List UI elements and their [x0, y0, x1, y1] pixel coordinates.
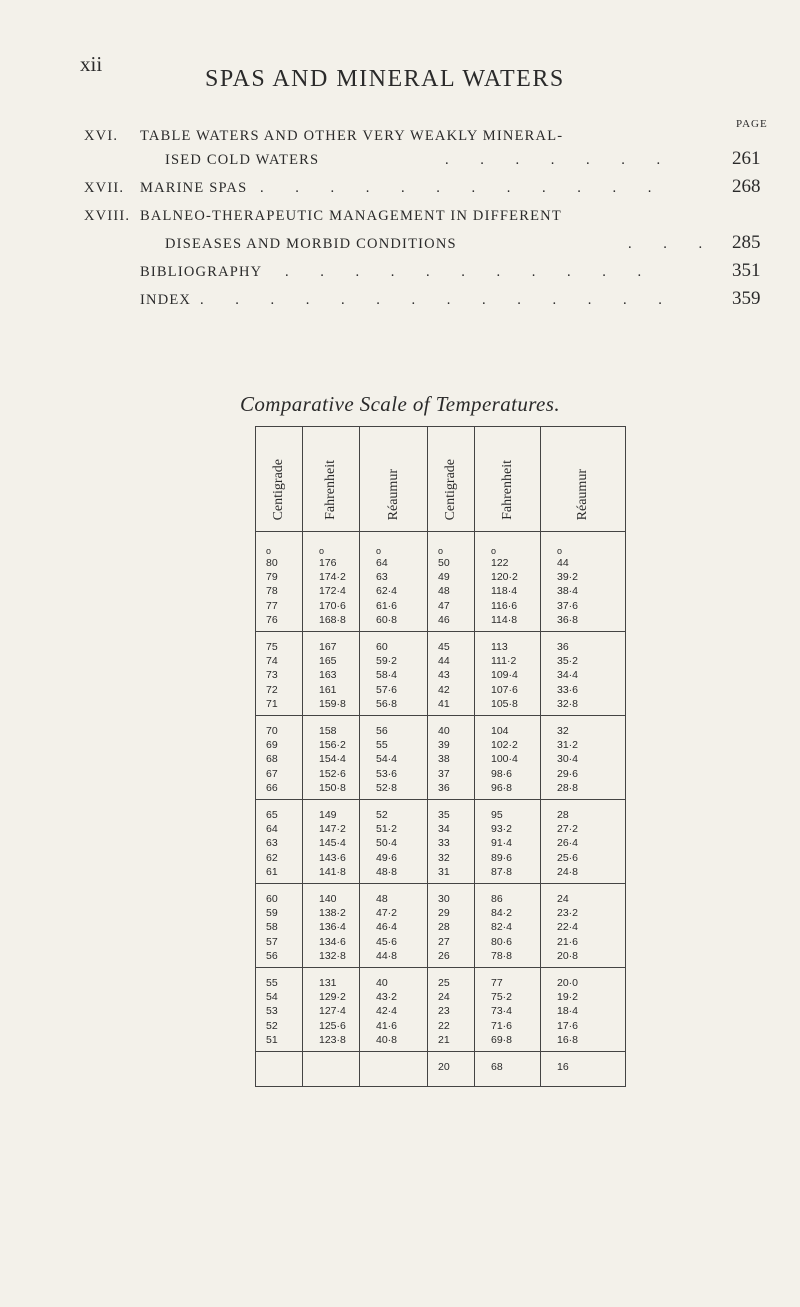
- table-row: [256, 584, 626, 598]
- table-cell: 58·4: [360, 668, 428, 682]
- table-cell: 149: [303, 800, 360, 823]
- table-cell: 31·2: [541, 738, 626, 752]
- table-cell: 35·2: [541, 654, 626, 668]
- table-cell: 165: [303, 654, 360, 668]
- leader-dots: . . . . . . . . . . . . . .: [200, 292, 676, 308]
- table-cell: 111·2: [475, 654, 541, 668]
- table-cell: 34·4: [541, 668, 626, 682]
- table-cell: 63: [256, 836, 303, 850]
- table-cell: 32: [428, 851, 475, 865]
- degree-sign: o: [475, 532, 541, 557]
- toc-entry-page: 285: [732, 232, 761, 253]
- leader-dots: . . . . . . . . . . . .: [260, 180, 666, 196]
- table-cell: 33·6: [541, 683, 626, 697]
- table-cell: 26·4: [541, 836, 626, 850]
- table-row: [256, 1052, 626, 1087]
- table-cell: 143·6: [303, 851, 360, 865]
- table-cell: 34: [428, 822, 475, 836]
- table-cell: 59: [256, 906, 303, 920]
- table-cell: 150·8: [303, 781, 360, 800]
- table-cell: 167: [303, 632, 360, 655]
- table-cell: 36·8: [541, 613, 626, 632]
- table-cell: 82·4: [475, 920, 541, 934]
- table-cell: 152·6: [303, 767, 360, 781]
- toc-entry-title: INDEX: [140, 292, 192, 308]
- table-cell: 36: [541, 632, 626, 655]
- table-cell: [360, 1052, 428, 1087]
- table-row: [256, 752, 626, 766]
- table-cell: 31: [428, 865, 475, 884]
- table-cell: 174·2: [303, 570, 360, 584]
- table-cell: 16: [541, 1052, 626, 1087]
- table-cell: 158: [303, 716, 360, 739]
- table-cell: 39·2: [541, 570, 626, 584]
- table-row: [256, 738, 626, 752]
- table-cell: 16·8: [541, 1033, 626, 1052]
- table-cell: 71·6: [475, 1019, 541, 1033]
- table-cell: 57·6: [360, 683, 428, 697]
- table-cell: 24·8: [541, 865, 626, 884]
- temperature-scale-table: [255, 426, 626, 1087]
- table-cell: 55: [256, 968, 303, 991]
- table-cell: 96·8: [475, 781, 541, 800]
- table-title: Comparative Scale of Temperatures.: [239, 392, 561, 416]
- table-cell: 55: [360, 738, 428, 752]
- table-cell: 17·6: [541, 1019, 626, 1033]
- table-cell: 21: [428, 1033, 475, 1052]
- table-cell: 58: [256, 920, 303, 934]
- table-cell: 44·8: [360, 949, 428, 968]
- table-cell: 30: [428, 884, 475, 907]
- table-cell: 42: [428, 683, 475, 697]
- table-cell: 43·2: [360, 990, 428, 1004]
- table-cell: 141·8: [303, 865, 360, 884]
- table-cell: 30·4: [541, 752, 626, 766]
- table-cell: 23·2: [541, 906, 626, 920]
- table-cell: 53·6: [360, 767, 428, 781]
- table-cell: 95: [475, 800, 541, 823]
- table-cell: 32·8: [541, 697, 626, 716]
- table-cell: 140: [303, 884, 360, 907]
- table-cell: 56: [360, 716, 428, 739]
- table-cell: 48: [360, 884, 428, 907]
- table-cell: 60·8: [360, 613, 428, 632]
- table-cell: 46: [428, 613, 475, 632]
- table-row: [256, 613, 626, 632]
- toc-entry-title-line2: DISEASES AND MORBID CONDITIONS: [165, 236, 457, 252]
- table-cell: 176: [303, 556, 360, 570]
- table-cell: 56: [256, 949, 303, 968]
- table-cell: 52·8: [360, 781, 428, 800]
- table-row: [256, 556, 626, 570]
- table-cell: 45: [428, 632, 475, 655]
- table-cell: 63: [360, 570, 428, 584]
- table-cell: 41: [428, 697, 475, 716]
- table-cell: 53: [256, 1004, 303, 1018]
- table-cell: 116·6: [475, 599, 541, 613]
- table-cell: 27·2: [541, 822, 626, 836]
- toc-entry-title: BIBLIOGRAPHY: [140, 264, 263, 280]
- table-cell: 73: [256, 668, 303, 682]
- table-cell: 28·8: [541, 781, 626, 800]
- table-row: [256, 697, 626, 716]
- table-cell: 78·8: [475, 949, 541, 968]
- running-head: SPAS AND MINERAL WATERS: [205, 66, 565, 92]
- table-cell: 132·8: [303, 949, 360, 968]
- table-cell: 28: [541, 800, 626, 823]
- table-row: [256, 865, 626, 884]
- table-row: [256, 800, 626, 823]
- table-row: [256, 920, 626, 934]
- table-of-contents: [0, 0, 800, 400]
- table-row: [256, 599, 626, 613]
- page-number: xii: [80, 52, 103, 76]
- table-cell: 49·6: [360, 851, 428, 865]
- table-cell: 25: [428, 968, 475, 991]
- table-cell: 86: [475, 884, 541, 907]
- table-row: [256, 836, 626, 850]
- table-cell: 46·4: [360, 920, 428, 934]
- table-row: [256, 570, 626, 584]
- table-cell: 125·6: [303, 1019, 360, 1033]
- table-cell: 98·6: [475, 767, 541, 781]
- table-cell: 120·2: [475, 570, 541, 584]
- table-cell: 118·4: [475, 584, 541, 598]
- table-cell: 84·2: [475, 906, 541, 920]
- table-cell: 64: [360, 556, 428, 570]
- table-cell: 163: [303, 668, 360, 682]
- toc-entry-title-line2: ISED COLD WATERS: [165, 152, 320, 168]
- table-cell: 47·2: [360, 906, 428, 920]
- table-cell: 65: [256, 800, 303, 823]
- table-cell: 20·8: [541, 949, 626, 968]
- toc-entry-page: 351: [732, 260, 761, 281]
- column-header: Fahrenheit: [475, 427, 541, 532]
- table-cell: 80·6: [475, 935, 541, 949]
- table-cell: 50·4: [360, 836, 428, 850]
- table-cell: 40·8: [360, 1033, 428, 1052]
- toc-entry-page: 359: [732, 288, 761, 309]
- table-cell: 69: [256, 738, 303, 752]
- table-row: [256, 949, 626, 968]
- table-cell: 52: [256, 1019, 303, 1033]
- degree-sign-row: [256, 532, 626, 557]
- toc-entry-page: 261: [732, 148, 761, 169]
- table-row: [256, 1033, 626, 1052]
- table-cell: 32: [541, 716, 626, 739]
- table-cell: 78: [256, 584, 303, 598]
- table-cell: 54·4: [360, 752, 428, 766]
- table-row: [256, 884, 626, 907]
- table-cell: 105·8: [475, 697, 541, 716]
- table-cell: 69·8: [475, 1033, 541, 1052]
- table-cell: 44: [541, 556, 626, 570]
- toc-entry-number: XVIII.: [84, 208, 131, 224]
- table-cell: 37: [428, 767, 475, 781]
- table-cell: 50: [428, 556, 475, 570]
- table-cell: 22·4: [541, 920, 626, 934]
- table-row: [256, 906, 626, 920]
- table-cell: 91·4: [475, 836, 541, 850]
- table-cell: 48: [428, 584, 475, 598]
- table-row: [256, 990, 626, 1004]
- table-cell: 64: [256, 822, 303, 836]
- table-cell: [303, 1052, 360, 1087]
- table-cell: 37·6: [541, 599, 626, 613]
- table-cell: 49: [428, 570, 475, 584]
- table-row: [256, 632, 626, 655]
- table-cell: 68: [256, 752, 303, 766]
- table-cell: 109·4: [475, 668, 541, 682]
- table-row: [256, 654, 626, 668]
- table-cell: 52: [360, 800, 428, 823]
- table-cell: 40: [428, 716, 475, 739]
- table-cell: 114·8: [475, 613, 541, 632]
- table-cell: 62: [256, 851, 303, 865]
- table-cell: 40: [360, 968, 428, 991]
- table-cell: 19·2: [541, 990, 626, 1004]
- table-cell: 70: [256, 716, 303, 739]
- table-cell: 89·6: [475, 851, 541, 865]
- table-cell: 168·8: [303, 613, 360, 632]
- table-cell: 39: [428, 738, 475, 752]
- table-cell: 122: [475, 556, 541, 570]
- table-row: [256, 1004, 626, 1018]
- table-cell: 54: [256, 990, 303, 1004]
- table-cell: 60: [256, 884, 303, 907]
- table-cell: 80: [256, 556, 303, 570]
- table-cell: 127·4: [303, 1004, 360, 1018]
- leader-dots: . . . . . . .: [445, 152, 675, 168]
- table-cell: 38·4: [541, 584, 626, 598]
- table-header-row: [256, 427, 626, 532]
- table-cell: 147·2: [303, 822, 360, 836]
- table-cell: 170·6: [303, 599, 360, 613]
- table-row: [256, 1019, 626, 1033]
- table-cell: 71: [256, 697, 303, 716]
- toc-entry-page: 268: [732, 176, 761, 197]
- table-cell: 24: [541, 884, 626, 907]
- toc-entry-title: MARINE SPAS: [140, 180, 248, 196]
- table-cell: 77: [256, 599, 303, 613]
- table-cell: 138·2: [303, 906, 360, 920]
- table-cell: 35: [428, 800, 475, 823]
- table-cell: 25·6: [541, 851, 626, 865]
- table-cell: 93·2: [475, 822, 541, 836]
- table-cell: 123·8: [303, 1033, 360, 1052]
- table-cell: 131: [303, 968, 360, 991]
- table-cell: 159·8: [303, 697, 360, 716]
- table-cell: 134·6: [303, 935, 360, 949]
- table-cell: 68: [475, 1052, 541, 1087]
- table-cell: 59·2: [360, 654, 428, 668]
- table-cell: 24: [428, 990, 475, 1004]
- table-cell: 61·6: [360, 599, 428, 613]
- toc-page-label: PAGE: [736, 118, 768, 130]
- table-cell: 145·4: [303, 836, 360, 850]
- table-cell: 75: [256, 632, 303, 655]
- table-cell: 87·8: [475, 865, 541, 884]
- table-cell: 51·2: [360, 822, 428, 836]
- table-cell: 156·2: [303, 738, 360, 752]
- table-row: [256, 851, 626, 865]
- table-cell: 51: [256, 1033, 303, 1052]
- table-cell: 29·6: [541, 767, 626, 781]
- table-cell: 45·6: [360, 935, 428, 949]
- table-cell: 172·4: [303, 584, 360, 598]
- table-cell: 48·8: [360, 865, 428, 884]
- table-row: [256, 822, 626, 836]
- table-cell: 26: [428, 949, 475, 968]
- table-row: [256, 683, 626, 697]
- table-cell: 33: [428, 836, 475, 850]
- degree-sign: o: [256, 532, 303, 557]
- table-row: [256, 668, 626, 682]
- table-row: [256, 781, 626, 800]
- table-cell: 100·4: [475, 752, 541, 766]
- table-cell: 72: [256, 683, 303, 697]
- table-cell: 36: [428, 781, 475, 800]
- table-cell: 29: [428, 906, 475, 920]
- table-cell: 79: [256, 570, 303, 584]
- table-cell: 73·4: [475, 1004, 541, 1018]
- column-header: Réaumur: [360, 427, 428, 532]
- table-cell: 75·2: [475, 990, 541, 1004]
- table-cell: [256, 1052, 303, 1087]
- table-cell: 47: [428, 599, 475, 613]
- table-cell: 67: [256, 767, 303, 781]
- table-cell: 74: [256, 654, 303, 668]
- table-cell: 28: [428, 920, 475, 934]
- leader-dots: . . . . . . . . . . .: [285, 264, 656, 280]
- toc-entry-title: TABLE WATERS AND OTHER VERY WEAKLY MINERAL-: [140, 128, 564, 144]
- toc-entry-number: XVII.: [84, 180, 125, 196]
- table-row: [256, 716, 626, 739]
- table-cell: 107·6: [475, 683, 541, 697]
- table-cell: 61: [256, 865, 303, 884]
- table-cell: 20: [428, 1052, 475, 1087]
- table-cell: 57: [256, 935, 303, 949]
- table-cell: 161: [303, 683, 360, 697]
- toc-entry-title: BALNEO-THERAPEUTIC MANAGEMENT IN DIFFERENT: [140, 208, 562, 224]
- table-cell: 129·2: [303, 990, 360, 1004]
- column-header: Centigrade: [428, 427, 475, 532]
- degree-sign: o: [303, 532, 360, 557]
- table-body: [256, 532, 626, 1087]
- toc-entry-number: XVI.: [84, 128, 119, 144]
- column-header: Réaumur: [541, 427, 626, 532]
- table-cell: 66: [256, 781, 303, 800]
- table-cell: 102·2: [475, 738, 541, 752]
- table-cell: 27: [428, 935, 475, 949]
- degree-sign: o: [428, 532, 475, 557]
- table-cell: 62·4: [360, 584, 428, 598]
- table-cell: 21·6: [541, 935, 626, 949]
- degree-sign: o: [541, 532, 626, 557]
- table-cell: 20·0: [541, 968, 626, 991]
- table-cell: 23: [428, 1004, 475, 1018]
- table-row: [256, 767, 626, 781]
- table-row: [256, 935, 626, 949]
- table-cell: 56·8: [360, 697, 428, 716]
- table-cell: 43: [428, 668, 475, 682]
- table-cell: 154·4: [303, 752, 360, 766]
- table-cell: 104: [475, 716, 541, 739]
- table-cell: 18·4: [541, 1004, 626, 1018]
- column-header: Centigrade: [256, 427, 303, 532]
- column-header: Fahrenheit: [303, 427, 360, 532]
- table-cell: 38: [428, 752, 475, 766]
- table-cell: 113: [475, 632, 541, 655]
- degree-sign: o: [360, 532, 428, 557]
- table-cell: 77: [475, 968, 541, 991]
- table-cell: 22: [428, 1019, 475, 1033]
- table-cell: 76: [256, 613, 303, 632]
- table-row: [256, 968, 626, 991]
- leader-dots: . . .: [628, 236, 717, 252]
- table-cell: 44: [428, 654, 475, 668]
- table-cell: 41·6: [360, 1019, 428, 1033]
- table-cell: 136·4: [303, 920, 360, 934]
- table-cell: 42·4: [360, 1004, 428, 1018]
- table-cell: 60: [360, 632, 428, 655]
